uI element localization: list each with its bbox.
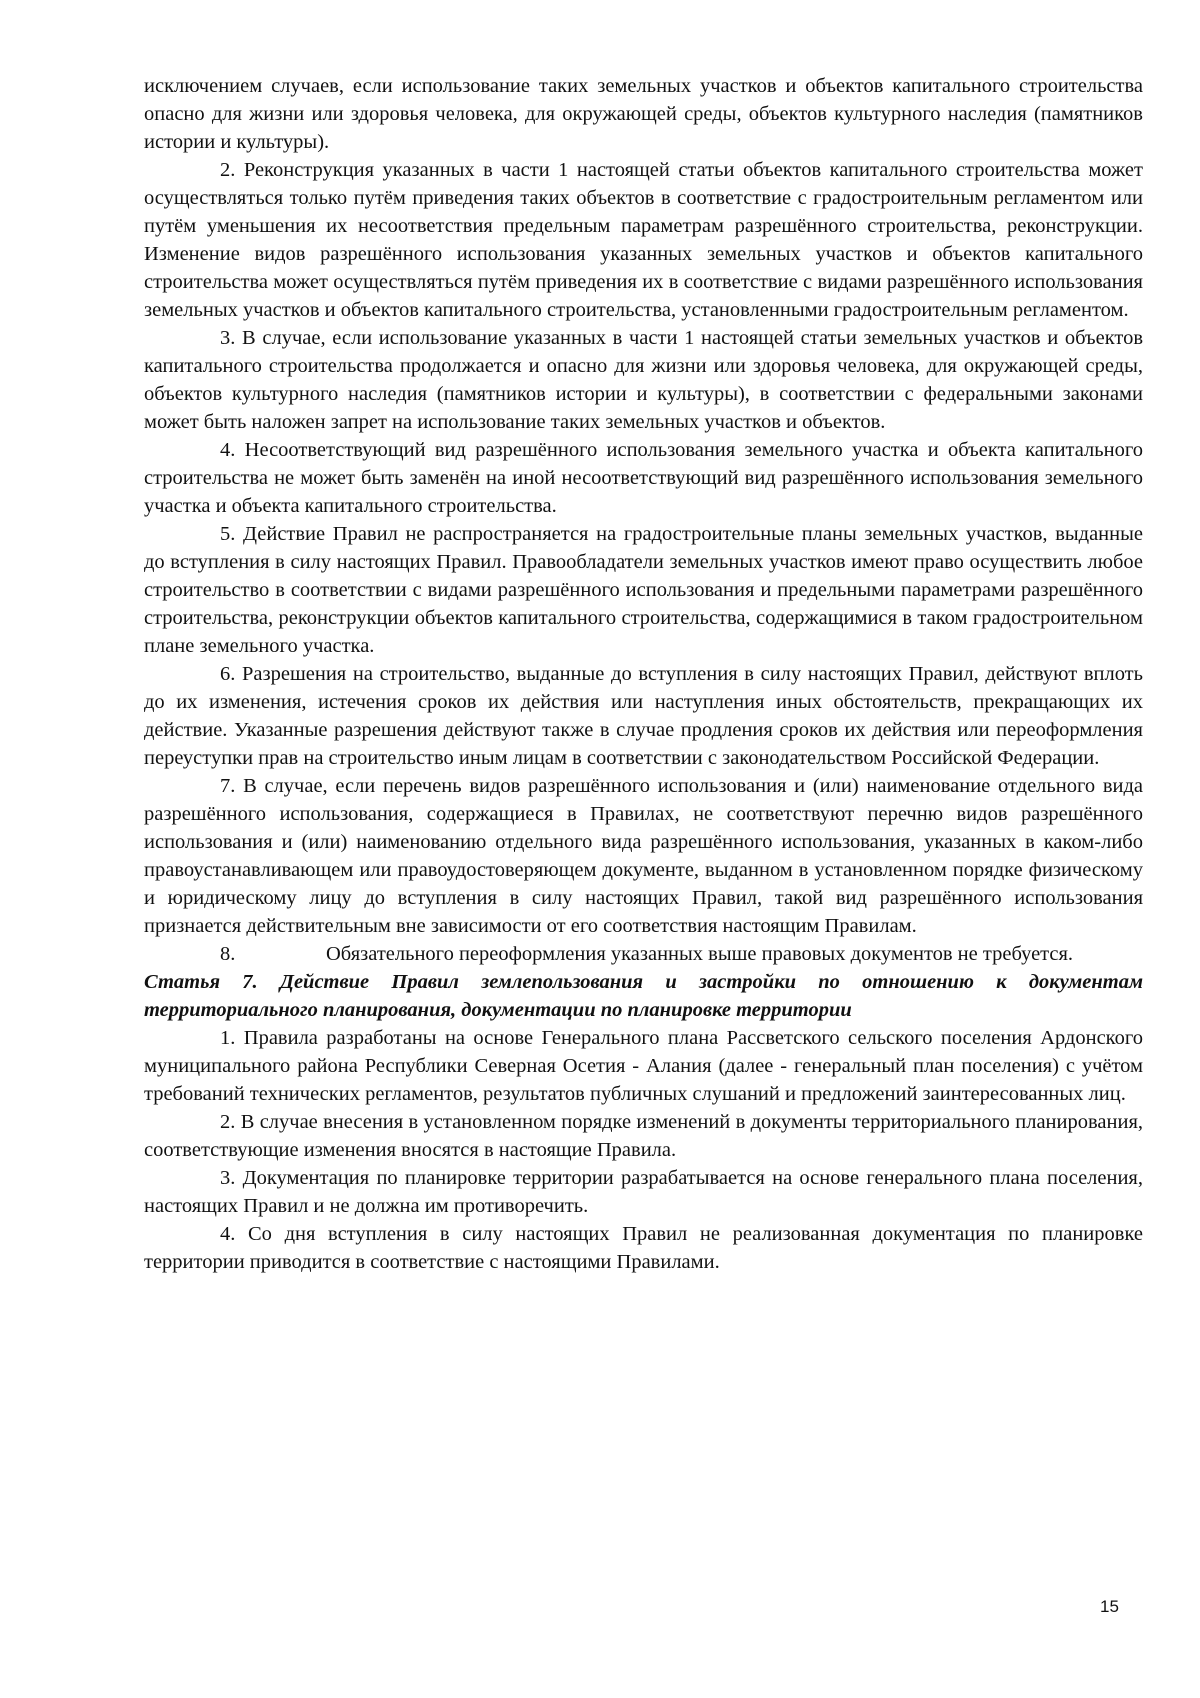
article-7-paragraph-4: 4. Со дня вступления в силу настоящих Правил не реализованная документация по планировке территории приводится в соответствие с настоящими Правилами. xyxy=(144,1223,1143,1273)
article-7-paragraph-3: 3. Документация по планировке территории разрабатывается на основе генерального плана поселения, настоящих Правил и не должна им противоречить. xyxy=(144,1167,1143,1217)
paragraph-item-7: 7. В случае, если перечень видов разрешённого использования и (или) наименование отдельного вида разрешённого использования, содержащиеся в Правилах, не соответствуют перечню видов разрешённого использования и (или) наименованию отдельного вида разрешённого использования, указанных в каком-либо правоустанавливающем или правоудостоверяющем документе, выданном в установленном порядке физическому и юридическому лицу до вступления в силу настоящих Правил, такой вид разрешённого использования признается действительным вне зависимости от его соответствия настоящим Правилам. xyxy=(144,775,1143,937)
document-page xyxy=(144,72,1143,1276)
paragraph-item-5: 5. Действие Правил не распространяется на градостроительные планы земельных участков, выданные до вступления в силу настоящих Правил. Правообладатели земельных участков имеют право осуществить любое строительство в соответствии с видами разрешённого использования и предельными параметрами разрешённого строительства, реконструкции объектов капитального строительства, содержащимися в таком градостроительном плане земельного участка. xyxy=(144,523,1143,657)
paragraph-item-4: 4. Несоответствующий вид разрешённого использования земельного участка и объекта капитального строительства не может быть заменён на иной несоответствующий вид разрешённого использования земельного участка и объекта капитального строительства. xyxy=(144,439,1143,517)
article-7-paragraph-2: 2. В случае внесения в установленном порядке изменений в документы территориального планирования, соответствующие изменения вносятся в настоящие Правила. xyxy=(144,1111,1143,1161)
article-7-paragraph-1: 1. Правила разработаны на основе Генерального плана Рассветского сельского поселения Ардонского муниципального района Республики Северная Осетия - Алания (далее - генеральный план поселения) с учётом требований технических регламентов, результатов публичных слушаний и предложений заинтересованных лиц. xyxy=(144,1027,1143,1105)
paragraph-item-2: 2. Реконструкция указанных в части 1 настоящей статьи объектов капитального строительства может осуществляться только путём приведения таких объектов в соответствие с градостроительным регламентом или путём уменьшения их несоответствия предельным параметрам разрешённого строительства, реконструкции. Изменение видов разрешённого использования указанных земельных участков и объектов капитального строительства может осуществляться путём приведения их в соответствие с видами разрешённого использования земельных участков и объектов капитального строительства, установленными градостроительным регламентом. xyxy=(144,159,1143,321)
paragraph-item-3: 3. В случае, если использование указанных в части 1 настоящей статьи земельных участков и объектов капитального строительства продолжается и опасно для жизни или здоровья человека, для окружающей среды, объектов культурного наследия (памятников истории и культуры), в соответствии с федеральными законами может быть наложен запрет на использование таких земельных участков и объектов. xyxy=(144,327,1143,433)
page-number: 15 xyxy=(1100,1597,1119,1616)
paragraph-item-8 xyxy=(144,940,1143,968)
item-8-number: 8. xyxy=(220,943,236,965)
item-8-text: Обязательного переоформления указанных выше правовых документов не требуется. xyxy=(326,943,1074,965)
article-7-heading: Статья 7. Действие Правил землепользования и застройки по отношению к документам территориального планирования, документации по планировке территории xyxy=(144,971,1143,1021)
paragraph-item-6: 6. Разрешения на строительство, выданные до вступления в силу настоящих Правил, действуют вплоть до их изменения, истечения сроков их действия или наступления иных обстоятельств, прекращающих их действие. Указанные разрешения действуют также в случае продления сроков их действия или переоформления переуступки прав на строительство иным лицам в соответствии с законодательством Российской Федерации. xyxy=(144,663,1143,769)
paragraph-continuation: исключением случаев, если использование таких земельных участков и объектов капитального строительства опасно для жизни или здоровья человека, для окружающей среды, объектов культурного наследия (памятников истории и культуры). xyxy=(144,75,1143,153)
